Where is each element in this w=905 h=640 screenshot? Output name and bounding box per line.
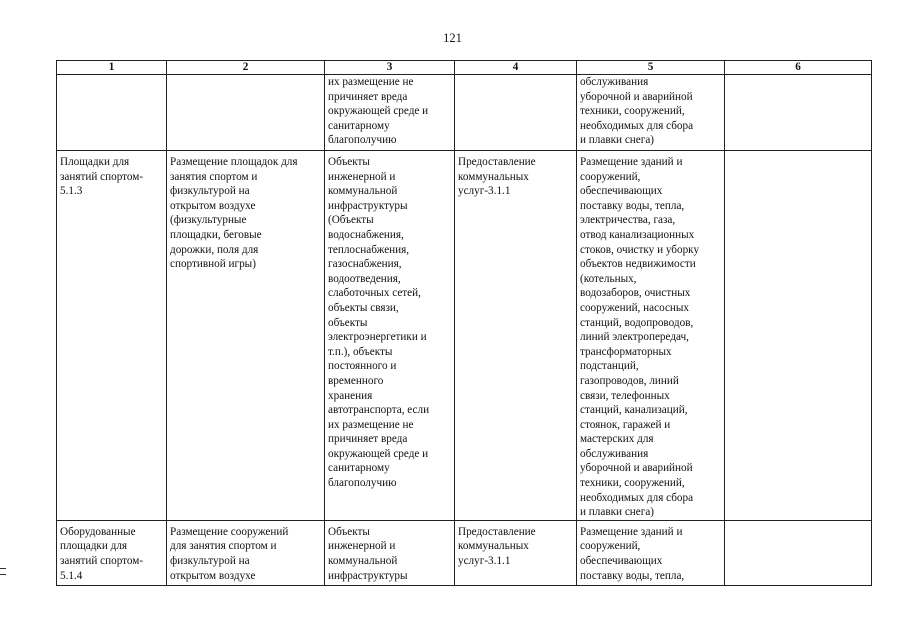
table-row-equipped-grounds-5-1-4 <box>57 520 872 585</box>
table-cell: Размещение площадок для занятия спортом и физкультурой на открытом воздухе (физкультурные площадки, беговые дорожки, поля для спортивной игры) <box>167 151 325 521</box>
table-cell <box>725 520 872 585</box>
table-cell: Размещение зданий и сооружений, обеспечивающих поставку воды, тепла, электричества, газа, отвод канализационных стоков, очистку и уборку объектов недвижимости (котельных, водозаборов, очистных сооружений, насосных станций, водопроводов, линий электропередач, трансформаторных подстанций, газопроводов, линий связи, телефонных станций, канализаций, стоянок, гаражей и мастерских для обслуживания уборочной и аварийной техники, сооружений, необходимых для сбора и плавки снега) <box>577 151 725 521</box>
column-header-4: 4 <box>455 61 577 75</box>
table-cell <box>725 151 872 521</box>
column-header-2: 2 <box>167 61 325 75</box>
column-header-6: 6 <box>725 61 872 75</box>
page-number: 121 <box>443 31 462 45</box>
table-cell: Объекты инженерной и коммунальной инфраструктуры (Объекты водоснабжения, теплоснабжения, газоснабжения, водоотведения, слаботочных сетей, объекты связи, объекты электроэнергетики и т.п.), объекты постоянного и временного хранения автотранспорта, если их размещение не причиняет вреда окружающей среде и санитарному благополучию <box>325 151 455 521</box>
column-header-1: 1 <box>57 61 167 75</box>
table-cell: Предоставление коммунальных услуг-3.1.1 <box>455 520 577 585</box>
table-row-sport-grounds-5-1-3 <box>57 151 872 521</box>
table-cell <box>725 75 872 151</box>
table-header-row <box>57 61 872 75</box>
table-cell <box>57 75 167 151</box>
land-use-table <box>56 60 872 586</box>
table-cell <box>167 75 325 151</box>
table-cell: Оборудованные площадки для занятий спортом- 5.1.4 <box>57 520 167 585</box>
table-cell: их размещение не причиняет вреда окружающей среде и санитарному благополучию <box>325 75 455 151</box>
table-cell: Размещение зданий и сооружений, обеспечивающих поставку воды, тепла, <box>577 520 725 585</box>
scan-edge-mark <box>0 568 6 575</box>
table-row-continuation <box>57 75 872 151</box>
table-cell <box>455 75 577 151</box>
column-header-3: 3 <box>325 61 455 75</box>
table-cell: Площадки для занятий спортом- 5.1.3 <box>57 151 167 521</box>
table-cell: Объекты инженерной и коммунальной инфраструктуры <box>325 520 455 585</box>
column-header-5: 5 <box>577 61 725 75</box>
table-cell: Предоставление коммунальных услуг-3.1.1 <box>455 151 577 521</box>
table-cell: обслуживания уборочной и аварийной техники, сооружений, необходимых для сбора и плавки снега) <box>577 75 725 151</box>
table-cell: Размещение сооружений для занятия спортом и физкультурой на открытом воздухе <box>167 520 325 585</box>
